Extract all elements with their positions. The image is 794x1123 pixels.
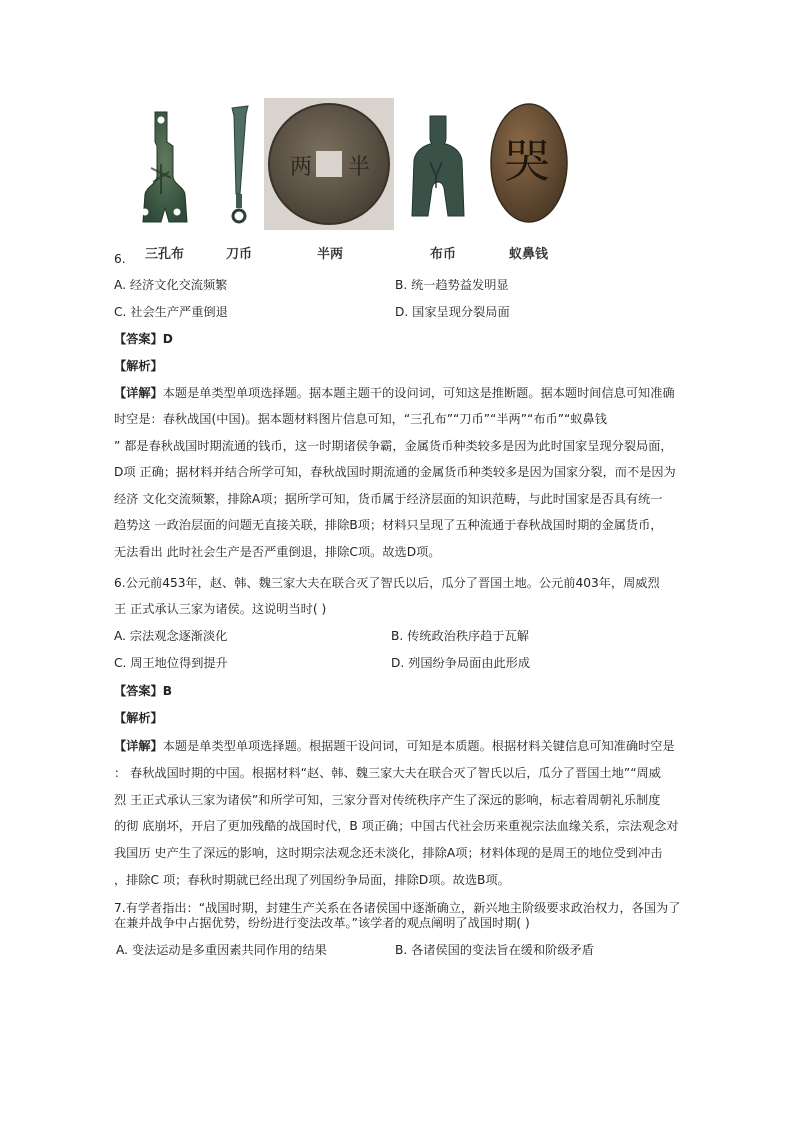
q1-detail-line-4: D项 正确；据材料并结合所学可知，春秋战国时期流通的金属货币种类较多是因为国家分裂，而不是因为 (114, 465, 676, 479)
q1-detail-line-1 (114, 385, 675, 401)
q2-detail-line-4: 的彻 底崩坏，开启了更加残酷的战国时代，B 项正确；中国古代社会历来重视宗法血缘关系，宗法观念对 (114, 819, 679, 833)
coin-banliang-image (264, 98, 394, 230)
q1-analysis-label: 【解析】 (114, 359, 163, 373)
q2-answer: 【答案】B (114, 684, 173, 698)
q2-detail-text: 本题是单类型单项选择题。根据题干设问词，可知是本质题。根据材料关键信息可知准确时空是 (162, 739, 675, 753)
coin-label-sankongbu: 三孔布 (145, 247, 185, 262)
q2-detail-line-3: 烈 王正式承认三家为诸侯”和所学可知，三家分晋对传统秩序产生了深远的影响，标志着周朝礼乐制度 (114, 793, 661, 807)
q2-option-a: A. 宗法观念逐渐淡化 (114, 629, 228, 643)
coin-bubi-image (408, 114, 468, 222)
coin-daobi-image (226, 104, 258, 228)
question-number: 6. (114, 252, 126, 266)
q2-detail-line-1 (114, 738, 675, 754)
q3-option-a: A. 变法运动是多重因素共同作用的结果 (116, 943, 327, 957)
q1-answer: 【答案】D (114, 332, 173, 346)
coin-glyph-ku: 哭 (504, 134, 550, 188)
q1-detail-line-5: 经济 文化交流频繁，排除A项；据所学可知，货币属于经济层面的知识范畴，与此时国家是否具有统一 (114, 492, 663, 506)
q2-option-b: B. 传统政治秩序趋于瓦解 (391, 629, 529, 643)
q2-detail-line-6: ，排除C 项；春秋时期就已经出现了列国纷争局面，排除D项。故选B项。 (114, 873, 510, 887)
q3-stem-line-1: 7.有学者指出：“战国时期，封建生产关系在各诸侯国中逐渐确立，新兴地主阶级要求政治权力，各国为了 (114, 901, 681, 915)
q1-detail-line-2: 时空是：春秋战国(中国)。据本题材料图片信息可知，“三孔布”“刀币”“半两”“布币”“蚁鼻钱 (114, 412, 607, 426)
coin-label-daobi: 刀币 (226, 247, 253, 262)
q3-stem-line-2: 在兼并战争中占据优势，纷纷进行变法改革。”该学者的观点阐明了战国时期( ) (114, 916, 530, 930)
coin-label-yibiqian: 蚁鼻钱 (509, 247, 549, 262)
q1-detail-line-6: 趋势这 一政治层面的问题无直接关联，排除B项；材料只呈现了五种流通于春秋战国时期的金属货币， (114, 518, 663, 532)
coin-yibiqian-image (488, 101, 570, 225)
q1-option-b: B. 统一趋势益发明显 (395, 278, 509, 292)
coin-glyph-liang: 两 (290, 155, 313, 180)
q2-stem-line-2: 王 正式承认三家为诸侯。这说明当时( ) (114, 602, 327, 616)
q2-detail-line-5: 我国历 史产生了深远的影响，这时期宗法观念还未淡化，排除A项；材料体现的是周王的地位受到冲击 (114, 846, 663, 860)
q2-stem-line-1: 6.公元前453年，赵、韩、魏三家大夫在联合灭了智氏以后，瓜分了晋国土地。公元前403年，周威烈 (114, 576, 660, 590)
q1-option-d: D. 国家呈现分裂局面 (395, 305, 510, 319)
coin-glyph-ban: 半 (348, 155, 371, 180)
q2-detail-label: 【详解】 (114, 739, 163, 753)
coin-sankongbu-image (133, 108, 189, 226)
q3-option-b: B. 各诸侯国的变法旨在缓和阶级矛盾 (395, 943, 594, 957)
q1-detail-text: 本题是单类型单项选择题。据本题主题干的设问词，可知这是推断题。据本题时间信息可知准确 (162, 386, 675, 400)
q1-option-a: A. 经济文化交流频繁 (114, 278, 228, 292)
coin-label-banliang: 半两 (317, 247, 344, 262)
q2-option-c: C. 周王地位得到提升 (114, 656, 228, 670)
q2-analysis-label: 【解析】 (114, 711, 163, 725)
q1-detail-line-7: 无法看出 此时社会生产是否严重倒退，排除C项。故选D项。 (114, 545, 441, 559)
coin-label-bubi: 布币 (430, 247, 457, 262)
q1-detail-label: 【详解】 (114, 386, 163, 400)
q1-option-c: C. 社会生产严重倒退 (114, 305, 228, 319)
q2-option-d: D. 列国纷争局面由此形成 (391, 656, 531, 670)
q1-detail-line-3: ” 都是春秋战国时期流通的钱币，这一时期诸侯争霸，金属货币种类较多是因为此时国家呈现分裂局面， (114, 439, 673, 453)
q2-detail-line-2: ： 春秋战国时期的中国。根据材料“赵、韩、魏三家大夫在联合灭了智氏以后，瓜分了晋国土地”“周威 (114, 766, 661, 780)
